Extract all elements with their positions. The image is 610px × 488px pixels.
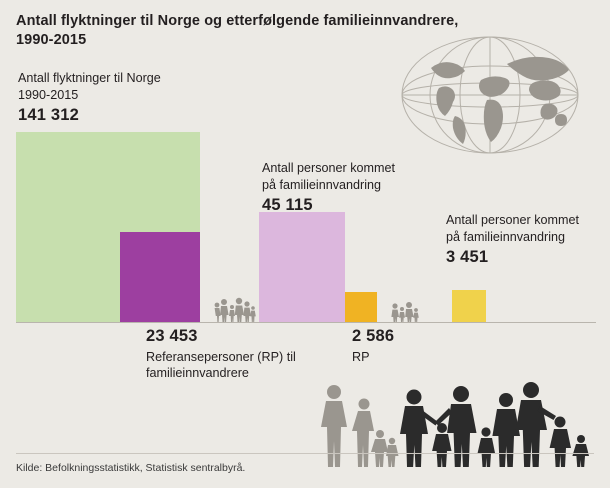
label-reference-persons-2 [352,326,442,365]
label-caption: Antall personer kommet på familieinnvandring [446,213,579,244]
label-family-immigration-1 [262,160,402,217]
bar-rect [259,212,345,322]
label-value: 3 451 [446,248,489,267]
label-caption: RP [352,349,370,364]
page-title: Antall flyktninger til Norge og etterfølgende familieinnvandrere, 1990-2015 [16,13,459,48]
refugee-crowd-icon [318,382,598,467]
bar-family-immigration-2 [452,0,486,322]
people-group-icon [212,296,256,327]
label-caption: Antall flyktninger til Norge 1990-2015 [18,71,161,102]
people-group-icon [390,300,420,327]
label-caption: Antall personer kommet på familieinnvandring [262,161,395,192]
source-note: Kilde: Befolkningsstatistikk, Statistisk sentralbyrå. [16,462,246,474]
label-value: 2 586 [352,327,395,345]
label-value: 23 453 [146,327,198,345]
label-reference-persons-1 [146,326,296,382]
label-value: 141 312 [18,106,80,125]
label-family-immigration-2 [446,212,596,269]
bar-rect [452,290,486,322]
bar-rect [345,292,377,322]
bar-reference-persons-1 [120,0,200,322]
footer-divider [16,453,594,454]
bar-rect [120,232,200,322]
label-value: 45 115 [262,196,313,215]
label-refugees-total [18,70,188,127]
chart-baseline [16,322,596,323]
label-caption: Referansepersoner (RP) til familieinnvandrere [146,349,296,381]
